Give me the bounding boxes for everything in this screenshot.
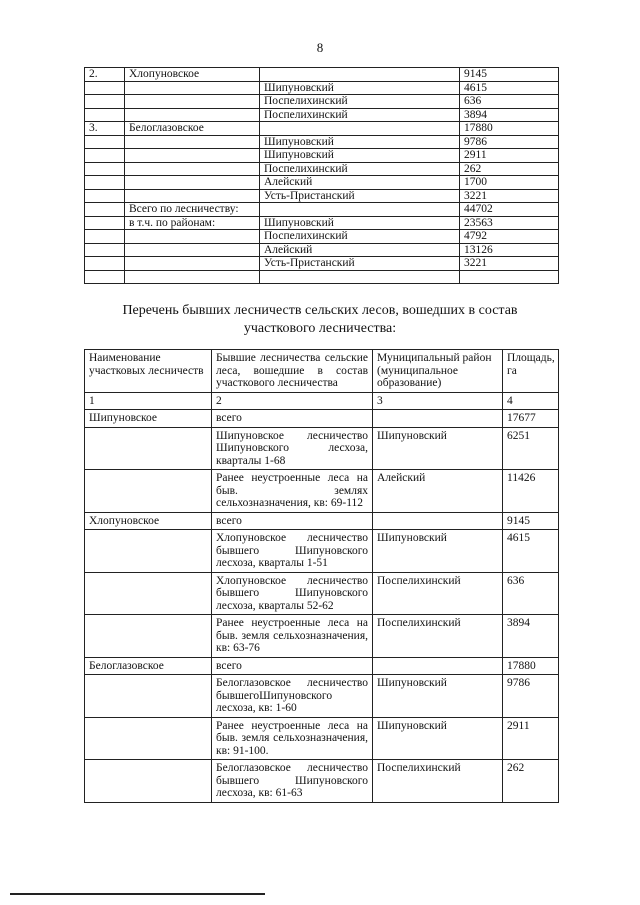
table-cell: 13126 xyxy=(460,243,559,257)
table-cell: 4792 xyxy=(460,230,559,244)
table-cell xyxy=(85,230,125,244)
table-cell xyxy=(85,135,125,149)
table-cell: всего xyxy=(212,657,373,675)
table-cell: 3894 xyxy=(503,615,559,658)
table-row xyxy=(85,81,559,95)
table-cell: 3. xyxy=(85,122,125,136)
table-cell: 636 xyxy=(460,95,559,109)
table-row xyxy=(85,470,559,513)
table-cell xyxy=(85,427,212,470)
header-cell: Бывшие лесничества сельские леса, вошедшие в состав участкового лесничества xyxy=(212,350,373,393)
table-cell: Шипуновский xyxy=(373,717,503,760)
table-row xyxy=(85,410,559,428)
table-cell: 3221 xyxy=(460,189,559,203)
table-cell: 1700 xyxy=(460,176,559,190)
table-cell xyxy=(125,135,260,149)
table-cell: 2911 xyxy=(460,149,559,163)
table-cell xyxy=(85,760,212,803)
table-cell: 4615 xyxy=(503,530,559,573)
table-cell xyxy=(85,615,212,658)
table-cell: 2911 xyxy=(503,717,559,760)
table-cell xyxy=(260,203,460,217)
table-row xyxy=(85,122,559,136)
table-cell: 636 xyxy=(503,572,559,615)
table-cell: 3221 xyxy=(460,257,559,271)
table-row xyxy=(85,216,559,230)
table-cell xyxy=(125,189,260,203)
column-number: 4 xyxy=(503,392,559,410)
table-row xyxy=(85,162,559,176)
table-cell: Белоглазовское лесничество бывшегоШипуновского лесхоза, кв: 1-60 xyxy=(212,675,373,718)
table-cell: Шипуновский xyxy=(373,530,503,573)
table-cell: 17880 xyxy=(503,657,559,675)
table-cell: Алейский xyxy=(260,176,460,190)
table-cell xyxy=(85,270,125,283)
footer-rule xyxy=(10,893,265,895)
table-cell: Ранее неустроенные леса на быв. земля сельхозназначения, кв: 91-100. xyxy=(212,717,373,760)
table-cell xyxy=(85,530,212,573)
table-cell: Шипуновский xyxy=(260,216,460,230)
table-row xyxy=(85,717,559,760)
table-cell: 11426 xyxy=(503,470,559,513)
table-row xyxy=(85,230,559,244)
table-cell xyxy=(85,675,212,718)
table-cell: Поспелихинский xyxy=(373,760,503,803)
table-row xyxy=(85,760,559,803)
table-cell: 44702 xyxy=(460,203,559,217)
table-cell: Алейский xyxy=(373,470,503,513)
table-cell: Ранее неустроенные леса на быв. земля сельхозназначения, кв: 63-76 xyxy=(212,615,373,658)
table-cell: 262 xyxy=(503,760,559,803)
table-cell: Шипуновское xyxy=(85,410,212,428)
table-row xyxy=(85,135,559,149)
table-cell: Белоглазовское xyxy=(85,657,212,675)
table-cell xyxy=(125,243,260,257)
header-row xyxy=(85,350,559,393)
table-cell: всего xyxy=(212,410,373,428)
table-caption xyxy=(0,302,640,338)
table-cell: 6251 xyxy=(503,427,559,470)
table-cell: Шипуновский xyxy=(373,675,503,718)
table-row xyxy=(85,675,559,718)
table-cell xyxy=(125,230,260,244)
table-cell: Шипуновское лесничество Шипуновского лесхоза, кварталы 1-68 xyxy=(212,427,373,470)
table-row xyxy=(85,530,559,573)
table-cell: 9145 xyxy=(503,512,559,530)
table-cell xyxy=(260,122,460,136)
table-row xyxy=(85,149,559,163)
column-number: 1 xyxy=(85,392,212,410)
table-row xyxy=(85,243,559,257)
table-cell xyxy=(260,68,460,82)
table-cell: 262 xyxy=(460,162,559,176)
table-cell: Алейский xyxy=(260,243,460,257)
table-cell xyxy=(125,81,260,95)
table-row xyxy=(85,257,559,271)
table-cell: 4615 xyxy=(460,81,559,95)
table-cell: Белоглазовское лесничество бывшего Шипуновского лесхоза, кв: 61-63 xyxy=(212,760,373,803)
table-cell: 17677 xyxy=(503,410,559,428)
table-cell: Хлопуновское xyxy=(85,512,212,530)
table-cell xyxy=(85,572,212,615)
table-cell: Хлопуновское xyxy=(125,68,260,82)
table-cell xyxy=(125,95,260,109)
table-cell xyxy=(125,270,260,283)
table-cell xyxy=(125,108,260,122)
table-cell xyxy=(85,203,125,217)
table-cell xyxy=(85,162,125,176)
table-cell xyxy=(85,216,125,230)
table-cell xyxy=(125,257,260,271)
table-row xyxy=(85,189,559,203)
table-cell: Шипуновский xyxy=(373,427,503,470)
table-cell xyxy=(373,657,503,675)
table-cell: Хлопуновское лесничество бывшего Шипуновского лесхоза, кварталы 1-51 xyxy=(212,530,373,573)
district-area-table xyxy=(84,67,559,284)
table-cell: Белоглазовское xyxy=(125,122,260,136)
caption-line-1: Перечень бывших лесничеств сельских лесов, вошедших в состав xyxy=(122,303,518,318)
header-cell: Площадь, га xyxy=(503,350,559,393)
table-cell xyxy=(85,108,125,122)
table-cell xyxy=(125,176,260,190)
table-cell xyxy=(373,410,503,428)
table-cell: 2. xyxy=(85,68,125,82)
table-row xyxy=(85,270,559,283)
table-cell: Поспелихинский xyxy=(260,162,460,176)
table-cell xyxy=(125,162,260,176)
forestry-list-table xyxy=(84,349,559,803)
table-row xyxy=(85,572,559,615)
table-cell: Поспелихинский xyxy=(373,615,503,658)
table-cell xyxy=(373,512,503,530)
table-cell: Хлопуновское лесничество бывшего Шипуновского лесхоза, кварталы 52-62 xyxy=(212,572,373,615)
table-cell: Поспелихинский xyxy=(260,108,460,122)
table-cell: 3894 xyxy=(460,108,559,122)
table-cell xyxy=(85,470,212,513)
table-row xyxy=(85,657,559,675)
table-cell: Усть-Пристанский xyxy=(260,257,460,271)
table-row xyxy=(85,512,559,530)
table-cell: Шипуновский xyxy=(260,81,460,95)
table-row xyxy=(85,615,559,658)
table-cell xyxy=(260,270,460,283)
table-cell xyxy=(85,717,212,760)
column-number: 2 xyxy=(212,392,373,410)
table-cell: Шипуновский xyxy=(260,135,460,149)
table-cell xyxy=(85,243,125,257)
table-row xyxy=(85,108,559,122)
table-cell: 17880 xyxy=(460,122,559,136)
caption-line-2: участкового лесничества: xyxy=(243,321,397,336)
table-cell: 9786 xyxy=(503,675,559,718)
table-cell xyxy=(85,95,125,109)
table-cell: 23563 xyxy=(460,216,559,230)
table-cell xyxy=(85,257,125,271)
table-row xyxy=(85,203,559,217)
table-row xyxy=(85,427,559,470)
page-number: 8 xyxy=(316,40,324,55)
table-cell: в т.ч. по районам: xyxy=(125,216,260,230)
table-cell: всего xyxy=(212,512,373,530)
table-cell: Поспелихинский xyxy=(260,230,460,244)
table-cell xyxy=(85,149,125,163)
column-number-row xyxy=(85,392,559,410)
table-cell xyxy=(85,176,125,190)
table-cell: Поспелихинский xyxy=(260,95,460,109)
header-cell: Муниципальный район (муниципальное образование) xyxy=(373,350,503,393)
table-row xyxy=(85,68,559,82)
table-cell: Шипуновский xyxy=(260,149,460,163)
table-cell: Поспелихинский xyxy=(373,572,503,615)
table-cell: Усть-Пристанский xyxy=(260,189,460,203)
table-cell xyxy=(125,149,260,163)
table-cell: 9786 xyxy=(460,135,559,149)
table-cell: Ранее неустроенные леса на быв. землях сельхозназначения, кв: 69-112 xyxy=(212,470,373,513)
table-row xyxy=(85,176,559,190)
table-cell xyxy=(85,81,125,95)
column-number: 3 xyxy=(373,392,503,410)
table-cell: Всего по лесничеству: xyxy=(125,203,260,217)
table-row xyxy=(85,95,559,109)
table-cell xyxy=(85,189,125,203)
header-cell: Наименование участковых лесничеств xyxy=(85,350,212,393)
table-cell: 9145 xyxy=(460,68,559,82)
table-cell xyxy=(460,270,559,283)
